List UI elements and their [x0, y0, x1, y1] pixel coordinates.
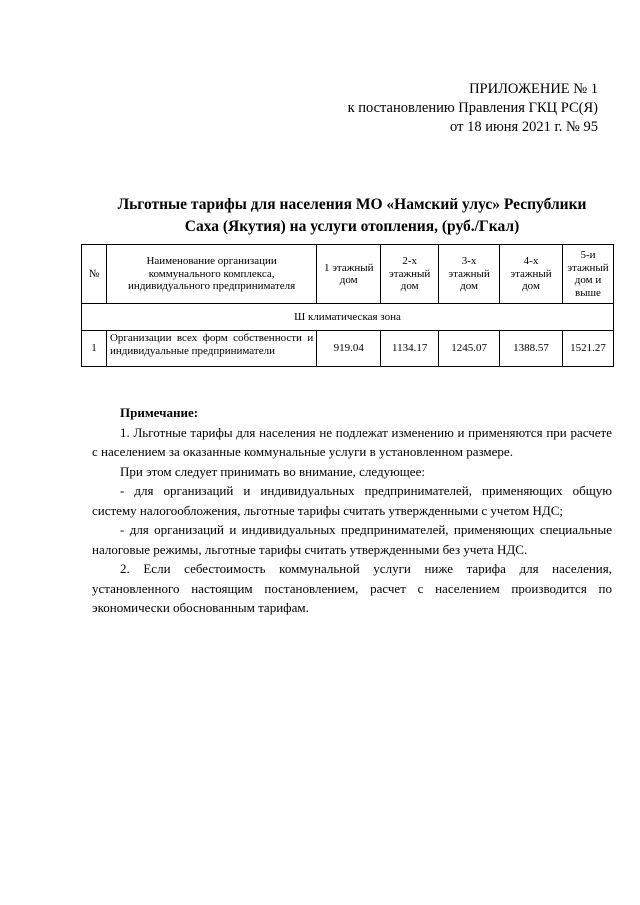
appendix-date: от 18 июня 2021 г. № 95: [450, 119, 598, 135]
appendix-reference: к постановлению Правления ГКЦ РС(Я): [347, 100, 598, 116]
notes-section: [92, 403, 612, 618]
header-5-floor: 5-и этажный дом и выше: [562, 245, 613, 304]
climate-zone-label: Ш климатическая зона: [82, 304, 614, 331]
header-2-floor: 2-х этажный дом: [381, 245, 439, 304]
row-value-4-floor: 1388.57: [500, 331, 563, 367]
note-paragraph-5: 2. Если себестоимость коммунальной услуги ниже тарифа для населения, установленного настоящим постановлением, расчет с населением производится по экономически обоснованным тарифам.: [92, 561, 612, 615]
row-organization: Организации всех форм собственности и индивидуальные предприниматели: [106, 331, 316, 367]
header-1-floor: 1 этажный дом: [317, 245, 381, 304]
header-organization: Наименование организации коммунального комплекса, индивидуального предпринимателя: [106, 245, 316, 304]
table-row: [82, 331, 614, 367]
notes-heading: Примечание:: [120, 405, 199, 420]
title-line-1: Льготные тарифы для населения МО «Намский улус» Республики: [117, 196, 587, 213]
note-paragraph-3: - для организаций и индивидуальных предпринимателей, применяющих общую систему налогообложения, льготные тарифы считать утвержденными с учетом НДС;: [92, 483, 612, 518]
header-3-floor: 3-х этажный дом: [439, 245, 500, 304]
zone-row: [82, 304, 614, 331]
appendix-header: [348, 80, 598, 137]
document-title: [92, 194, 612, 238]
title-line-2: Саха (Якутия) на услуги отопления, (руб./Гкал): [184, 218, 520, 235]
appendix-number: ПРИЛОЖЕНИЕ № 1: [469, 81, 598, 97]
note-paragraph-4: - для организаций и индивидуальных предпринимателей, применяющих специальные налоговые режимы, льготные тарифы считать утвержденными без учета НДС.: [92, 522, 612, 557]
header-4-floor: 4-х этажный дом: [500, 245, 563, 304]
table-header-row: [82, 245, 614, 304]
note-paragraph-1: 1. Льготные тарифы для населения не подлежат изменению и применяются при расчете с населением за оказанные коммунальные услуги в установленном размере.: [92, 424, 612, 459]
row-value-5-floor: 1521.27: [562, 331, 613, 367]
tariff-table: [81, 244, 614, 367]
note-paragraph-2: При этом следует принимать во внимание, следующее:: [120, 463, 425, 479]
row-number: 1: [82, 331, 107, 367]
row-value-1-floor: 919.04: [317, 331, 381, 367]
header-number: №: [82, 245, 107, 304]
row-value-3-floor: 1245.07: [439, 331, 500, 367]
row-value-2-floor: 1134.17: [381, 331, 439, 367]
